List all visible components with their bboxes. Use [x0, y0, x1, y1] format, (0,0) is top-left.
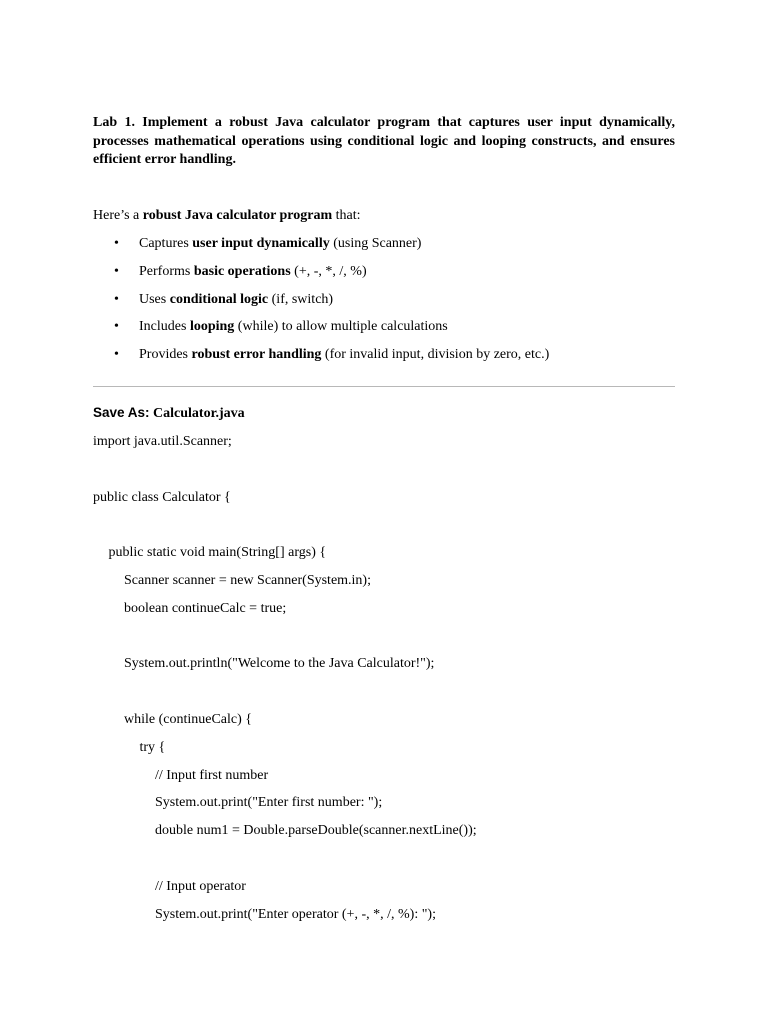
list-item-text: [139, 345, 549, 365]
code-line: while (continueCalc) {: [124, 711, 253, 727]
list-item-bold: conditional logic: [169, 291, 269, 307]
intro-sentence: [93, 206, 361, 226]
list-item-text: [139, 234, 421, 254]
intro-bold: robust Java calculator program: [142, 208, 333, 223]
list-item-bold: basic operations: [193, 263, 291, 279]
bullet-icon: •: [114, 236, 119, 251]
code-line: public static void main(String[] args) {: [108, 545, 327, 561]
list-item-after: (for invalid input, division by zero, etc.): [321, 347, 550, 363]
intro-prefix: Here’s a: [93, 208, 143, 223]
lab-heading: Lab 1. Implement a robust Java calculator program that captures user input dynamically, processes mathematical operations using conditional logic and looping constructs, and ensures efficient error handling.: [93, 115, 675, 167]
bullet-icon: •: [114, 347, 119, 363]
intro-suffix: that:: [332, 208, 361, 223]
save-as-line: [93, 403, 245, 424]
code-line: System.out.println("Welcome to the Java Calculator!");: [124, 656, 435, 672]
list-item-after: (while) to allow multiple calculations: [234, 319, 448, 335]
code-line: boolean continueCalc = true;: [124, 600, 287, 616]
list-item-bold: user input dynamically: [192, 236, 330, 251]
bullet-icon: •: [114, 291, 119, 307]
code-line: System.out.print("Enter operator (+, -, *, /, %): ");: [155, 906, 436, 922]
save-as-label: Save As:: [93, 405, 150, 420]
list-item-before: Includes: [139, 319, 190, 335]
bullet-icon: •: [114, 319, 119, 335]
code-line: // Input first number: [155, 767, 269, 783]
list-item-text: [139, 290, 333, 310]
list-item-before: Uses: [139, 291, 170, 307]
list-item-before: Provides: [139, 347, 192, 363]
code-line: public class Calculator {: [93, 489, 231, 505]
code-line: [93, 627, 477, 655]
list-item-text: [139, 317, 448, 337]
code-line: double num1 = Double.parseDouble(scanner.nextLine());: [155, 823, 477, 839]
list-item-after: (if, switch): [268, 291, 334, 307]
list-item-after: (+, -, *, /, %): [290, 263, 367, 279]
list-item-bold: looping: [189, 319, 235, 335]
code-line: try {: [139, 739, 166, 755]
horizontal-divider: [93, 386, 675, 387]
code-line: [93, 849, 477, 877]
list-item-before: Performs: [139, 263, 194, 279]
code-line: // Input operator: [155, 878, 246, 894]
code-line: Scanner scanner = new Scanner(System.in);: [124, 572, 371, 588]
code-line: [93, 515, 477, 543]
list-item-after: (using Scanner): [329, 236, 422, 251]
code-line: import java.util.Scanner;: [93, 434, 232, 449]
code-line: System.out.print("Enter first number: ");: [155, 795, 383, 811]
code-line: [93, 682, 477, 710]
list-item-before: Captures: [139, 236, 193, 251]
code-line: [93, 460, 477, 488]
list-item-text: [139, 262, 367, 282]
save-as-filename: Calculator.java: [153, 406, 245, 421]
code-block: [93, 432, 477, 932]
bullet-icon: •: [114, 263, 119, 279]
list-item-bold: robust error handling: [191, 347, 322, 363]
